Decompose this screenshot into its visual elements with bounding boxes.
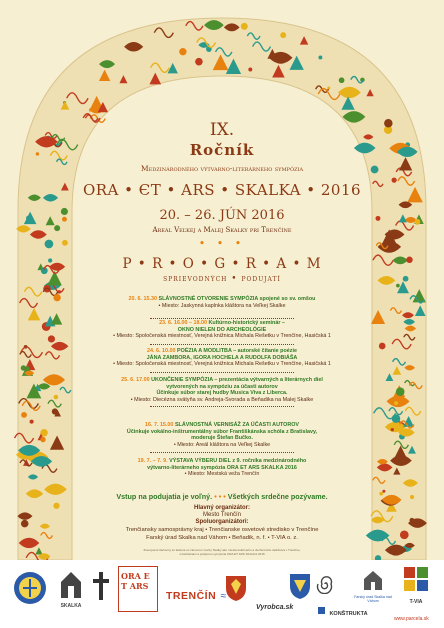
spiral-icon: [316, 574, 336, 594]
divider: [150, 372, 294, 373]
program-item: [96, 348, 348, 368]
region-emblem-logo: [224, 574, 248, 602]
edition-label: Ročník: [189, 141, 255, 159]
skalka-logo: [56, 568, 86, 609]
co-organizers-label: Spoluorganizátori:: [195, 519, 249, 525]
ornament-dot: [179, 48, 186, 55]
main-organizer: Mesto Trenčín: [202, 512, 241, 518]
divider: [150, 406, 294, 407]
ornament-dot: [396, 387, 405, 396]
ornament-dot: [53, 294, 60, 301]
program-item: [96, 296, 348, 309]
arch-ring: [18, 18, 426, 560]
farsky-urad-logo: [354, 568, 392, 603]
arrow-grid-icon: [403, 566, 429, 594]
co-organizers-line: Trenčiansky samosprávny kraj • Trenčianske osvetové stredisko v Trenčíne: [125, 527, 319, 533]
ornament-dot: [339, 77, 345, 83]
konstrukta-icon: [318, 607, 325, 614]
program-item-date: 16. 7. 15.00: [144, 422, 174, 428]
edition-number: IX.: [209, 120, 235, 140]
ornament-dot: [241, 23, 248, 30]
program-item-line: JÁNA ZAMBORA, IGORA HOCHELA A RUDOLFA DOBIÁŠA: [146, 354, 298, 361]
ornament-dot: [195, 58, 203, 66]
event-dates: 20. – 26. JÚN 2016: [159, 208, 285, 223]
ornament-dot: [396, 284, 400, 288]
divider: [150, 344, 294, 345]
program-item-line: vytvorených na sympóziu za účasti autorov: [166, 383, 278, 390]
website-url[interactable]: www.parcela.sk: [394, 616, 429, 622]
trencin-logo-text: TRENČÍN: [166, 590, 217, 602]
free-entry-text: Vstup na podujatia je voľný.: [116, 492, 213, 501]
ornament-dot: [54, 395, 59, 400]
program-item-date: 24. 6. 10.00: [147, 348, 176, 354]
konstrukta-logo: [318, 602, 368, 620]
divider: [150, 452, 294, 453]
closing-dots: • • •: [214, 492, 226, 501]
header-dots: • • •: [198, 237, 246, 250]
program-item-title: SLÁVNOSTNÁ VERNISÁŽ ZA ÚČASTI AUTOROV: [174, 422, 300, 428]
coat-of-arms-logo: [288, 572, 312, 600]
event-venue: Areál Veľkej a Malej Skalky pri Trenčíne: [152, 226, 292, 234]
church-icon: [361, 568, 385, 590]
program-item-line: • Miesto: Areál kláštora na Veľkej Skalke: [173, 441, 271, 448]
program-item-line: Účinkuje vokálno-inštrumentálny súbor Františkánska schóla z Bratislavy,: [126, 428, 318, 435]
program-item: [96, 458, 348, 478]
program-item: [96, 320, 348, 340]
ornament-dot: [48, 335, 55, 342]
program-item: [96, 377, 348, 403]
program-item-line: • Miesto: Jaskynná kaplnka kláštora na Veľkej Skalke: [158, 302, 286, 309]
trencin-logo: [166, 586, 226, 604]
co-organizers-line: Farský úrad Skalka nad Váhom • Beňadik, n. f. • T-VIA o. z.: [146, 535, 298, 541]
ornament-dot: [394, 401, 398, 405]
program-item-date: 25. 6. 17.00: [121, 377, 150, 383]
sponsor-footer: [0, 560, 444, 628]
program-item-title: POÉZIA A MODLITBA – autorské čítanie poézie: [177, 348, 297, 354]
t-via-logo-text: T-VIA: [409, 599, 423, 605]
ornament-dot: [248, 68, 252, 72]
program-item-line: Účinkuje súbor starej hudby Musica Viva z Liberca.: [156, 390, 288, 397]
main-organizer-label: Hlavný organizátor:: [193, 505, 250, 511]
ornament-dot: [391, 428, 394, 431]
program-item-title: VÝSTAVA VÝBERU DIEL z 9. ročníka medzinárodného: [169, 458, 307, 464]
vyrobca-logo: Vyrobca.sk: [256, 604, 294, 611]
program-item-date: 20. 6. 15.30: [128, 296, 158, 302]
program-item-line: moderuje Štefan Bučko.: [191, 435, 253, 442]
welcome-text: Všetkých srdečne pozývame.: [227, 492, 328, 501]
skalka-logo-text: SKALKA: [60, 603, 82, 609]
konstrukta-logo-text: KONŠTRUKTA: [329, 611, 368, 617]
fineprint: Zverejnené tlačoviny sú tlačené so zámerom tvorby Skalky ako miesta kultúrneho a duchovného dedičstva v Trenčíne.: [143, 548, 301, 552]
event-name: ORA • ЄT • ARS • SKALKA • 2016: [82, 181, 362, 199]
fineprint: s ilustráciami a podporou sympózia ORA ET ARS SKALKA 2016: [179, 552, 265, 556]
program-item: [96, 422, 348, 448]
divider: [150, 318, 294, 319]
program-item-date: 19. 7. – 7. 9.: [137, 458, 168, 464]
program-item-line: • Miesto: Mestská veža Trenčín: [184, 471, 260, 478]
program-item-title: UKONČENIE SYMPÓZIA – prezentácia výtvarných a literárnych diel: [151, 377, 323, 383]
circle-emblem-logo: [12, 570, 48, 606]
program-item-line: • Miesto: Spoločenská miestnosť, Verejná knižnica Michala Rešetku v Trenčíne, Hasičská 1: [113, 333, 331, 340]
ornament-dot: [21, 412, 27, 418]
ornament-dot: [280, 32, 286, 38]
wave-icon: ≈: [220, 591, 227, 602]
ora-et-ars-logo: [118, 566, 158, 612]
program-item-line: • Miesto: Spoločenská miestnosť, Verejná knižnica Michala Rešetku v Trenčíne, Hasičská 1: [113, 361, 331, 368]
closing-line: [0, 492, 444, 501]
program-item-line: OKNO NIELEN DO ARCHEOLÓGIE: [177, 326, 267, 333]
program-item-title: SLÁVNOSTNÉ OTVORENIE SYMPÓZIA spojené so sv. omšou: [158, 296, 316, 302]
ora-et-ars-logo-text: ORA ET ARS: [121, 571, 150, 591]
program-item-line: • Miesto: Diecézna svätyňa sv. Andreja-Svorada a Beňadika na Malej Skalke: [130, 396, 314, 403]
ornament-dot: [392, 414, 401, 423]
program-item-line: výtvarno-literárneho sympózia ORA ET ARS SKALKA 2016: [147, 464, 297, 471]
event-subtitle: Medzinárodného výtvarno-literárneho sympózia: [140, 164, 304, 173]
cross-icon: [90, 570, 112, 602]
program-item-title: Kultúrno-historický seminár –: [208, 320, 285, 326]
ornament-dot: [379, 343, 386, 350]
ornament-dot: [40, 437, 45, 442]
farsky-urad-logo-text: Farský úrad Skalka nad Váhom: [354, 595, 392, 604]
church-icon: [57, 568, 85, 598]
ornament-dot: [318, 56, 322, 60]
program-heading: P • R • O • G • R • A • M: [122, 256, 322, 272]
ornament-dot: [30, 420, 34, 424]
program-subheading: sprievodných • podujatí: [163, 274, 281, 284]
ornament-dot: [52, 408, 58, 414]
t-via-logo: [400, 566, 432, 605]
program-item-date: 23. 6. 16.00 – 18.00: [159, 320, 208, 326]
